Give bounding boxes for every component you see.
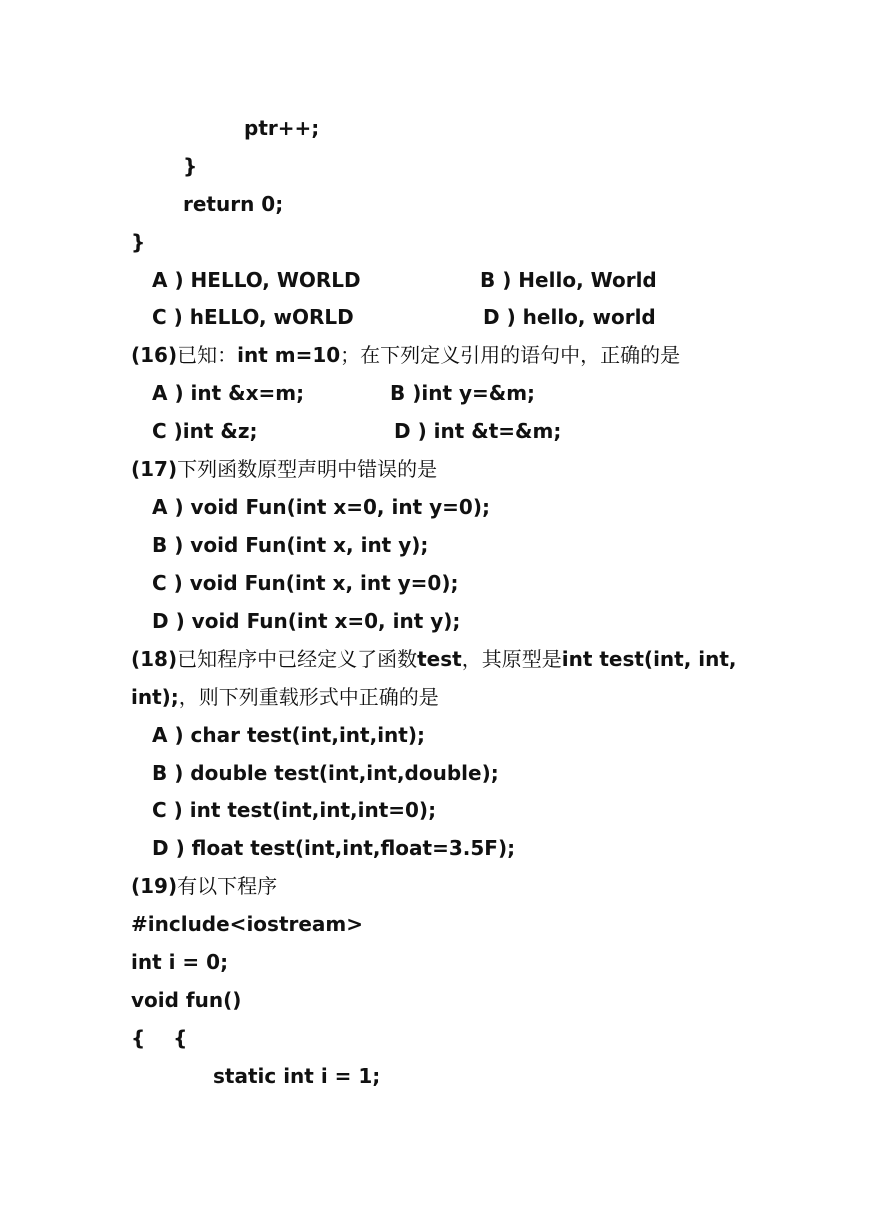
option-c: C )int &z;	[152, 419, 258, 443]
code-line: #include<iostream>	[131, 912, 364, 936]
question-number: (18)	[131, 647, 178, 671]
option-d: D ) float test(int,int,float=3.5F);	[152, 836, 516, 860]
question-text: 有以下程序	[177, 874, 278, 898]
question-number: (19)	[131, 874, 178, 898]
option-a: A ) char test(int,int,int);	[152, 723, 425, 747]
code-line: int i = 0;	[131, 950, 229, 974]
question-code: int m=10	[237, 343, 341, 367]
option-a: A ) HELLO, WORLD	[152, 268, 361, 292]
option-a: A ) int &x=m;	[152, 381, 305, 405]
option-b: B ) void Fun(int x, int y);	[152, 533, 429, 557]
question-text: ；在下列定义引用的语句中，正确的是	[340, 343, 681, 367]
question-18	[131, 646, 737, 672]
question-text: 下列函数原型声明中错误的是	[177, 457, 438, 481]
option-a: A ) void Fun(int x=0, int y=0);	[152, 495, 490, 519]
question-number: (17)	[131, 457, 178, 481]
question-code: int);	[131, 685, 179, 709]
option-b: B )int y=&m;	[390, 381, 536, 405]
question-16	[131, 342, 680, 368]
question-18-continued	[131, 684, 439, 710]
option-d: D ) void Fun(int x=0, int y);	[152, 609, 461, 633]
code-line: void fun()	[131, 988, 242, 1012]
option-b: B ) Hello, World	[480, 268, 657, 292]
option-d: D ) int &t=&m;	[394, 419, 562, 443]
question-19	[131, 873, 277, 899]
question-text: ，则下列重载形式中正确的是	[178, 685, 439, 709]
option-b: B ) double test(int,int,double);	[152, 761, 499, 785]
option-c: C ) void Fun(int x, int y=0);	[152, 571, 459, 595]
option-d: D ) hello, world	[483, 305, 656, 329]
code-line: ptr++;	[244, 116, 320, 140]
question-number: (16)	[131, 343, 178, 367]
option-c: C ) int test(int,int,int=0);	[152, 798, 437, 822]
question-code: test	[417, 647, 462, 671]
code-line: }	[131, 230, 146, 254]
code-line: }	[183, 154, 198, 178]
option-c: C ) hELLO, wORLD	[152, 305, 354, 329]
question-text: 已知程序中已经定义了函数	[177, 647, 418, 671]
code-line: { {	[131, 1026, 188, 1050]
question-text: ，其原型是	[461, 647, 562, 671]
code-line: static int i = 1;	[213, 1064, 381, 1088]
code-line: return 0;	[183, 192, 284, 216]
question-17	[131, 456, 437, 482]
question-code: int test(int, int,	[561, 647, 737, 671]
question-text: 已知：	[177, 343, 238, 367]
